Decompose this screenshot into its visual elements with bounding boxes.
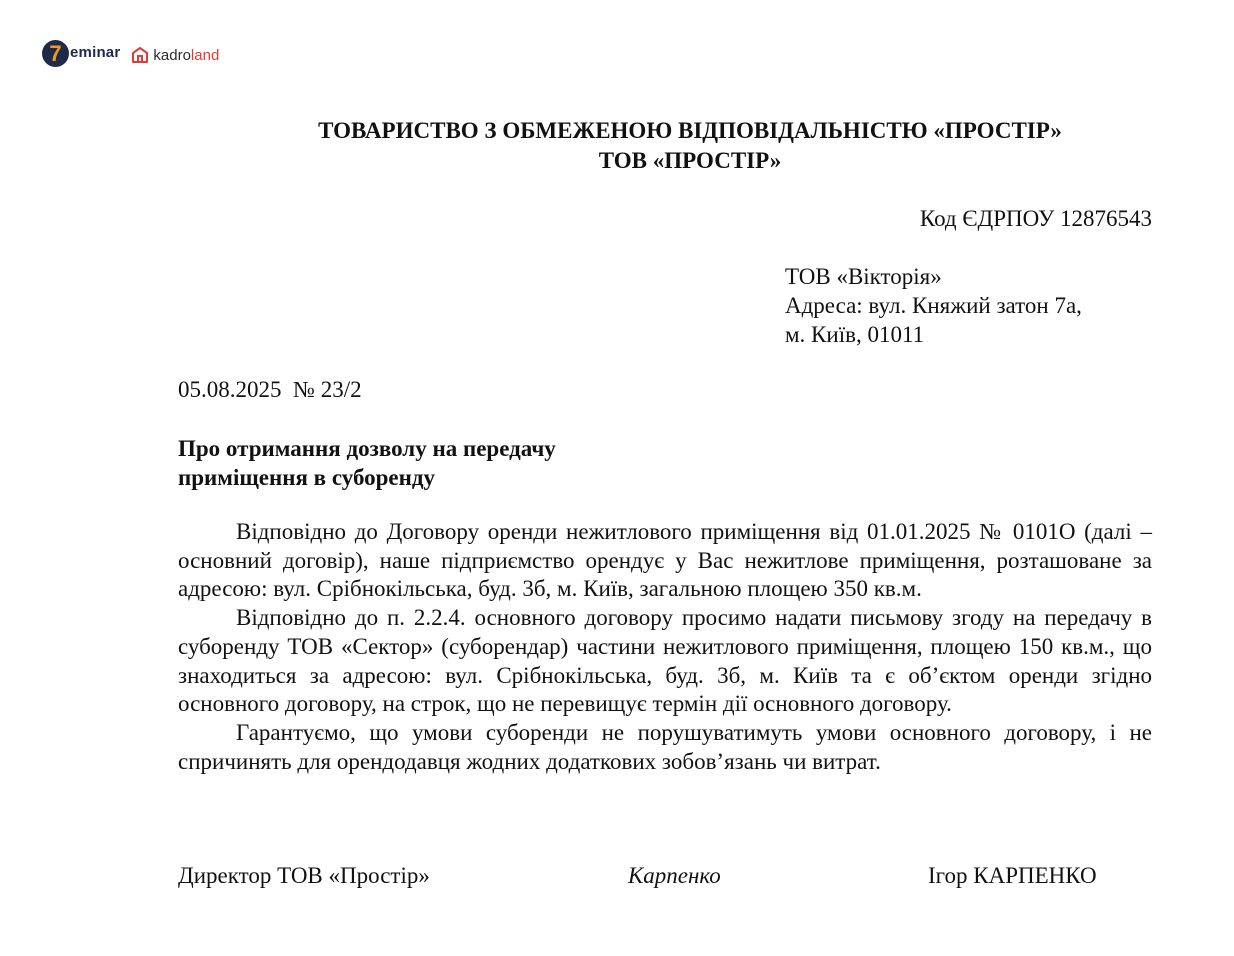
- kadroland-logo: [131, 46, 219, 64]
- body-paragraph-3: Гарантуємо, що умови суборенди не порушуватимуть умови основного договору, і не спричинять для орендодавця жодних додаткових зобов’язань чи витрат.: [178, 719, 1152, 774]
- signature-row: [178, 862, 1152, 892]
- logos-bar: [42, 38, 219, 68]
- letter-body: [178, 518, 1152, 776]
- addressee-address-line2: м. Київ, 01011: [785, 322, 925, 347]
- company-full-name: ТОВАРИСТВО З ОБМЕЖЕНОЮ ВІДПОВІДАЛЬНІСТЮ «ПРОСТІР»: [318, 118, 1062, 143]
- handwritten-signature: Карпенко: [628, 863, 721, 888]
- letter-date-number: 05.08.2025 № 23/2: [178, 377, 362, 402]
- body-paragraph-1: Відповідно до Договору оренди нежитлового приміщення від 01.01.2025 № 0101О (далі – основний договір), наше підприємство орендує у Вас нежитлове приміщення, розташоване за адресою: вул. Срібнокільська, буд. 3б, м. Київ, загальною площею 350 кв.м.: [178, 519, 1152, 602]
- signatory-position: Директор ТОВ «Простір»: [178, 863, 430, 888]
- kadroland-logo-text-part1: kadro: [153, 46, 191, 64]
- seminar-logo: [42, 40, 120, 67]
- letter-subject-line2: приміщення в суборенду: [178, 465, 436, 490]
- body-paragraph-2: Відповідно до п. 2.2.4. основного договору просимо надати письмову згоду на передачу в суборенду ТОВ «Сектор» (суборендар) частини нежитлового приміщення, площею 150 кв.м., що знаходиться за адресою: вул. Срібнокільська, буд. 3б, м. Київ та є об’єктом оренди згідно основного договору, на строк, що не перевищує термін дії основного договору.: [178, 605, 1152, 717]
- seminar-logo-text: eminar: [70, 43, 121, 61]
- kadroland-house-icon: [131, 46, 149, 64]
- letter-subject-line1: Про отримання дозволу на передачу: [178, 436, 556, 461]
- company-short-name: ТОВ «ПРОСТІР»: [598, 148, 782, 173]
- addressee-name: ТОВ «Вікторія»: [785, 264, 942, 289]
- addressee-block: [785, 262, 1082, 349]
- kadroland-logo-text-part2: land: [190, 46, 220, 64]
- company-header: [178, 116, 1202, 176]
- edrpou-code: Код ЄДРПОУ 12876543: [919, 206, 1152, 231]
- addressee-address-line1: Адреса: вул. Княжий затон 7а,: [785, 293, 1082, 318]
- signatory-name: Ігор КАРПЕНКО: [928, 863, 1097, 888]
- seminar-logo-digit: 7: [42, 40, 69, 67]
- letter-subject: [178, 434, 556, 492]
